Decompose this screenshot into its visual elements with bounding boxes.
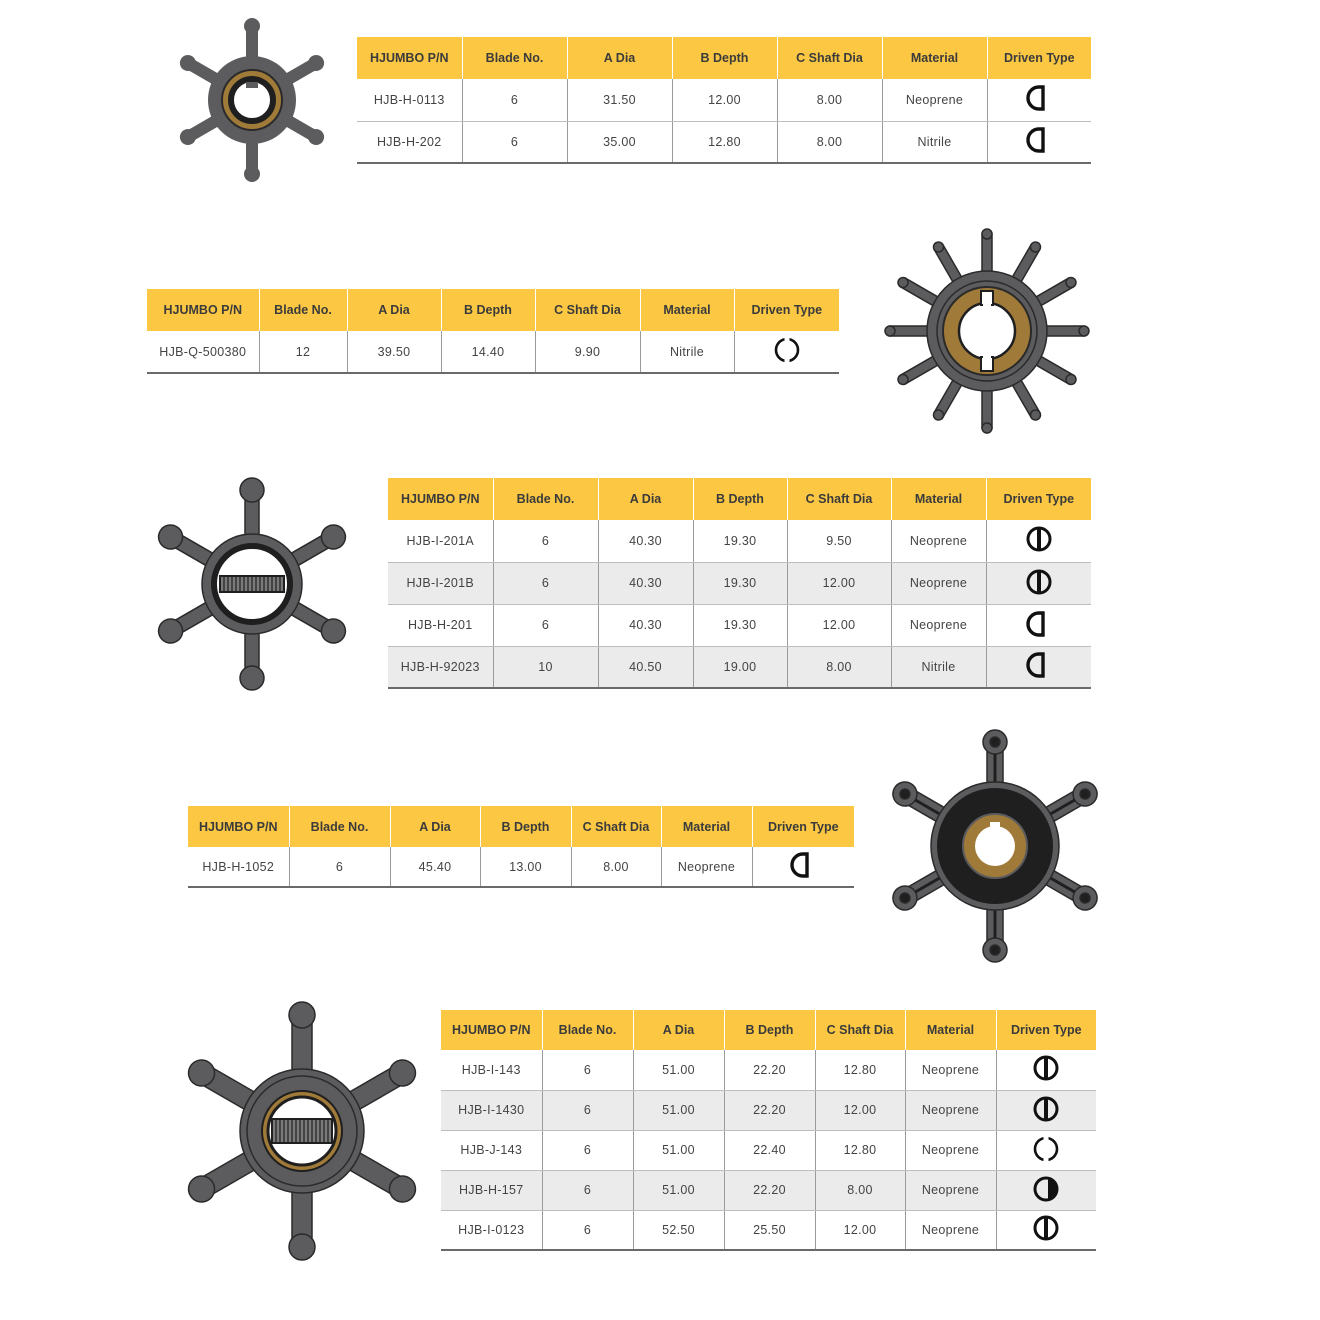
single-flat-drive-icon xyxy=(1025,610,1053,641)
six-blade-impeller-splined-insert-icon xyxy=(152,476,352,692)
cell-driven-type xyxy=(734,331,839,373)
cell-driven-type xyxy=(752,847,854,887)
header-material: Material xyxy=(661,806,752,847)
cell-blades: 6 xyxy=(289,847,390,887)
table-row xyxy=(147,331,839,373)
table-row xyxy=(441,1210,1096,1250)
header-a-dia: A Dia xyxy=(567,37,672,79)
cell-driven-type xyxy=(986,562,1091,604)
cell-pn: HJB-I-201B xyxy=(388,562,493,604)
cell-pn: HJB-I-0123 xyxy=(441,1210,542,1250)
slot-drive-icon xyxy=(1025,525,1053,556)
cell-c-shaft-dia: 8.00 xyxy=(777,79,882,121)
cell-c-shaft-dia: 9.50 xyxy=(787,520,891,562)
header-c-shaft-dia: C Shaft Dia xyxy=(535,289,640,331)
cell-c-shaft-dia: 8.00 xyxy=(571,847,661,887)
header-b-depth: B Depth xyxy=(480,806,571,847)
cell-a-dia: 51.00 xyxy=(633,1090,724,1130)
cell-driven-type xyxy=(996,1050,1096,1090)
slot-drive-icon xyxy=(1032,1095,1060,1126)
twelve-blade-impeller-keyed-hub-icon xyxy=(882,226,1092,436)
header-driven-type: Driven Type xyxy=(987,37,1091,79)
keyway-drive-icon xyxy=(1032,1135,1060,1166)
header-a-dia: A Dia xyxy=(390,806,480,847)
cell-pn: HJB-I-143 xyxy=(441,1050,542,1090)
cell-b-depth: 19.30 xyxy=(693,604,787,646)
header-driven-type: Driven Type xyxy=(734,289,839,331)
cell-a-dia: 35.00 xyxy=(567,121,672,163)
table-row xyxy=(388,562,1091,604)
cell-driven-type xyxy=(987,79,1091,121)
spec-table-2 xyxy=(147,289,839,374)
cell-b-depth: 22.20 xyxy=(724,1050,815,1090)
cell-material: Nitrile xyxy=(891,646,986,688)
cell-driven-type xyxy=(996,1210,1096,1250)
cell-pn: HJB-J-143 xyxy=(441,1130,542,1170)
cell-pn: HJB-H-0113 xyxy=(357,79,462,121)
table-row xyxy=(441,1090,1096,1130)
cell-blades: 6 xyxy=(542,1170,633,1210)
cell-blades: 6 xyxy=(462,79,567,121)
table-row xyxy=(357,79,1091,121)
single-flat-drive-icon xyxy=(1025,651,1053,682)
slot-drive-icon xyxy=(1025,568,1053,599)
header-a-dia: A Dia xyxy=(598,478,693,520)
cell-a-dia: 40.50 xyxy=(598,646,693,688)
header-blades: Blade No. xyxy=(259,289,347,331)
cell-material: Neoprene xyxy=(905,1050,996,1090)
header-c-shaft-dia: C Shaft Dia xyxy=(777,37,882,79)
header-driven-type: Driven Type xyxy=(996,1010,1096,1050)
table-row xyxy=(441,1170,1096,1210)
cell-material: Neoprene xyxy=(661,847,752,887)
slot-drive-icon xyxy=(1032,1054,1060,1085)
cell-driven-type xyxy=(986,646,1091,688)
cell-driven-type xyxy=(996,1130,1096,1170)
cell-b-depth: 14.40 xyxy=(441,331,535,373)
header-a-dia: A Dia xyxy=(633,1010,724,1050)
cell-a-dia: 31.50 xyxy=(567,79,672,121)
cell-material: Neoprene xyxy=(891,604,986,646)
cell-blades: 6 xyxy=(493,604,598,646)
header-pn: HJUMBO P/N xyxy=(441,1010,542,1050)
spec-table-3 xyxy=(388,478,1091,689)
header-driven-type: Driven Type xyxy=(752,806,854,847)
cell-material: Nitrile xyxy=(640,331,734,373)
cell-c-shaft-dia: 12.00 xyxy=(787,604,891,646)
cell-b-depth: 12.80 xyxy=(672,121,777,163)
cell-blades: 12 xyxy=(259,331,347,373)
cell-driven-type xyxy=(986,520,1091,562)
cell-c-shaft-dia: 8.00 xyxy=(777,121,882,163)
table-header-row xyxy=(147,289,839,331)
cell-blades: 6 xyxy=(493,520,598,562)
cell-blades: 6 xyxy=(493,562,598,604)
header-driven-type: Driven Type xyxy=(986,478,1091,520)
cell-c-shaft-dia: 9.90 xyxy=(535,331,640,373)
cell-b-depth: 13.00 xyxy=(480,847,571,887)
header-blades: Blade No. xyxy=(542,1010,633,1050)
cell-material: Neoprene xyxy=(891,562,986,604)
header-material: Material xyxy=(891,478,986,520)
cell-pn: HJB-Q-500380 xyxy=(147,331,259,373)
cell-a-dia: 40.30 xyxy=(598,562,693,604)
table-row xyxy=(357,121,1091,163)
header-b-depth: B Depth xyxy=(693,478,787,520)
cell-b-depth: 22.40 xyxy=(724,1130,815,1170)
cell-b-depth: 19.00 xyxy=(693,646,787,688)
cell-pn: HJB-H-1052 xyxy=(188,847,289,887)
cell-blades: 6 xyxy=(542,1210,633,1250)
header-blades: Blade No. xyxy=(462,37,567,79)
cell-blades: 6 xyxy=(542,1130,633,1170)
header-b-depth: B Depth xyxy=(672,37,777,79)
cell-material: Nitrile xyxy=(882,121,987,163)
cell-driven-type xyxy=(986,604,1091,646)
header-b-depth: B Depth xyxy=(441,289,535,331)
cell-a-dia: 40.30 xyxy=(598,520,693,562)
header-pn: HJUMBO P/N xyxy=(388,478,493,520)
cell-b-depth: 25.50 xyxy=(724,1210,815,1250)
table-header-row xyxy=(357,37,1091,79)
header-c-shaft-dia: C Shaft Dia xyxy=(571,806,661,847)
slot-drive-icon xyxy=(1032,1214,1060,1245)
cell-a-dia: 51.00 xyxy=(633,1130,724,1170)
cell-blades: 6 xyxy=(542,1090,633,1130)
cell-blades: 6 xyxy=(542,1050,633,1090)
cell-a-dia: 51.00 xyxy=(633,1050,724,1090)
header-material: Material xyxy=(640,289,734,331)
cell-material: Neoprene xyxy=(882,79,987,121)
single-flat-drive-icon xyxy=(1025,126,1053,157)
cell-c-shaft-dia: 12.00 xyxy=(815,1090,905,1130)
cell-a-dia: 40.30 xyxy=(598,604,693,646)
table-row xyxy=(388,646,1091,688)
single-flat-drive-icon xyxy=(1032,1175,1060,1206)
cell-material: Neoprene xyxy=(905,1210,996,1250)
spec-table-4 xyxy=(188,806,854,888)
cell-pn: HJB-H-202 xyxy=(357,121,462,163)
cell-c-shaft-dia: 12.80 xyxy=(815,1050,905,1090)
cell-driven-type xyxy=(996,1090,1096,1130)
six-blade-impeller-dark-bronze-hub-icon xyxy=(890,728,1100,964)
cell-b-depth: 22.20 xyxy=(724,1170,815,1210)
header-blades: Blade No. xyxy=(493,478,598,520)
cell-pn: HJB-H-201 xyxy=(388,604,493,646)
cell-b-depth: 19.30 xyxy=(693,520,787,562)
six-blade-impeller-bronze-hub-icon xyxy=(172,14,332,186)
cell-blades: 6 xyxy=(462,121,567,163)
header-material: Material xyxy=(905,1010,996,1050)
header-c-shaft-dia: C Shaft Dia xyxy=(815,1010,905,1050)
table-row xyxy=(188,847,854,887)
spec-table-5 xyxy=(441,1010,1096,1251)
table-row xyxy=(441,1050,1096,1090)
cell-a-dia: 39.50 xyxy=(347,331,441,373)
cell-pn: HJB-I-1430 xyxy=(441,1090,542,1130)
cell-a-dia: 52.50 xyxy=(633,1210,724,1250)
cell-pn: HJB-H-92023 xyxy=(388,646,493,688)
cell-material: Neoprene xyxy=(891,520,986,562)
spec-table-1 xyxy=(357,37,1091,164)
header-pn: HJUMBO P/N xyxy=(357,37,462,79)
cell-b-depth: 22.20 xyxy=(724,1090,815,1130)
cell-driven-type xyxy=(996,1170,1096,1210)
cell-b-depth: 19.30 xyxy=(693,562,787,604)
cell-c-shaft-dia: 8.00 xyxy=(815,1170,905,1210)
cell-pn: HJB-I-201A xyxy=(388,520,493,562)
single-flat-drive-icon xyxy=(789,851,817,882)
header-material: Material xyxy=(882,37,987,79)
table-header-row xyxy=(188,806,854,847)
header-a-dia: A Dia xyxy=(347,289,441,331)
cell-a-dia: 51.00 xyxy=(633,1170,724,1210)
header-c-shaft-dia: C Shaft Dia xyxy=(787,478,891,520)
table-header-row xyxy=(441,1010,1096,1050)
header-pn: HJUMBO P/N xyxy=(147,289,259,331)
single-flat-drive-icon xyxy=(1025,84,1053,115)
cell-c-shaft-dia: 12.00 xyxy=(787,562,891,604)
table-header-row xyxy=(388,478,1091,520)
cell-c-shaft-dia: 12.80 xyxy=(815,1130,905,1170)
header-b-depth: B Depth xyxy=(724,1010,815,1050)
table-row xyxy=(441,1130,1096,1170)
cell-pn: HJB-H-157 xyxy=(441,1170,542,1210)
keyway-drive-icon xyxy=(773,336,801,367)
cell-c-shaft-dia: 12.00 xyxy=(815,1210,905,1250)
cell-b-depth: 12.00 xyxy=(672,79,777,121)
table-row xyxy=(388,604,1091,646)
six-blade-impeller-large-splined-icon xyxy=(184,1000,420,1262)
table-row xyxy=(388,520,1091,562)
header-blades: Blade No. xyxy=(289,806,390,847)
cell-material: Neoprene xyxy=(905,1090,996,1130)
cell-blades: 10 xyxy=(493,646,598,688)
cell-a-dia: 45.40 xyxy=(390,847,480,887)
header-pn: HJUMBO P/N xyxy=(188,806,289,847)
cell-material: Neoprene xyxy=(905,1130,996,1170)
cell-driven-type xyxy=(987,121,1091,163)
cell-material: Neoprene xyxy=(905,1170,996,1210)
cell-c-shaft-dia: 8.00 xyxy=(787,646,891,688)
